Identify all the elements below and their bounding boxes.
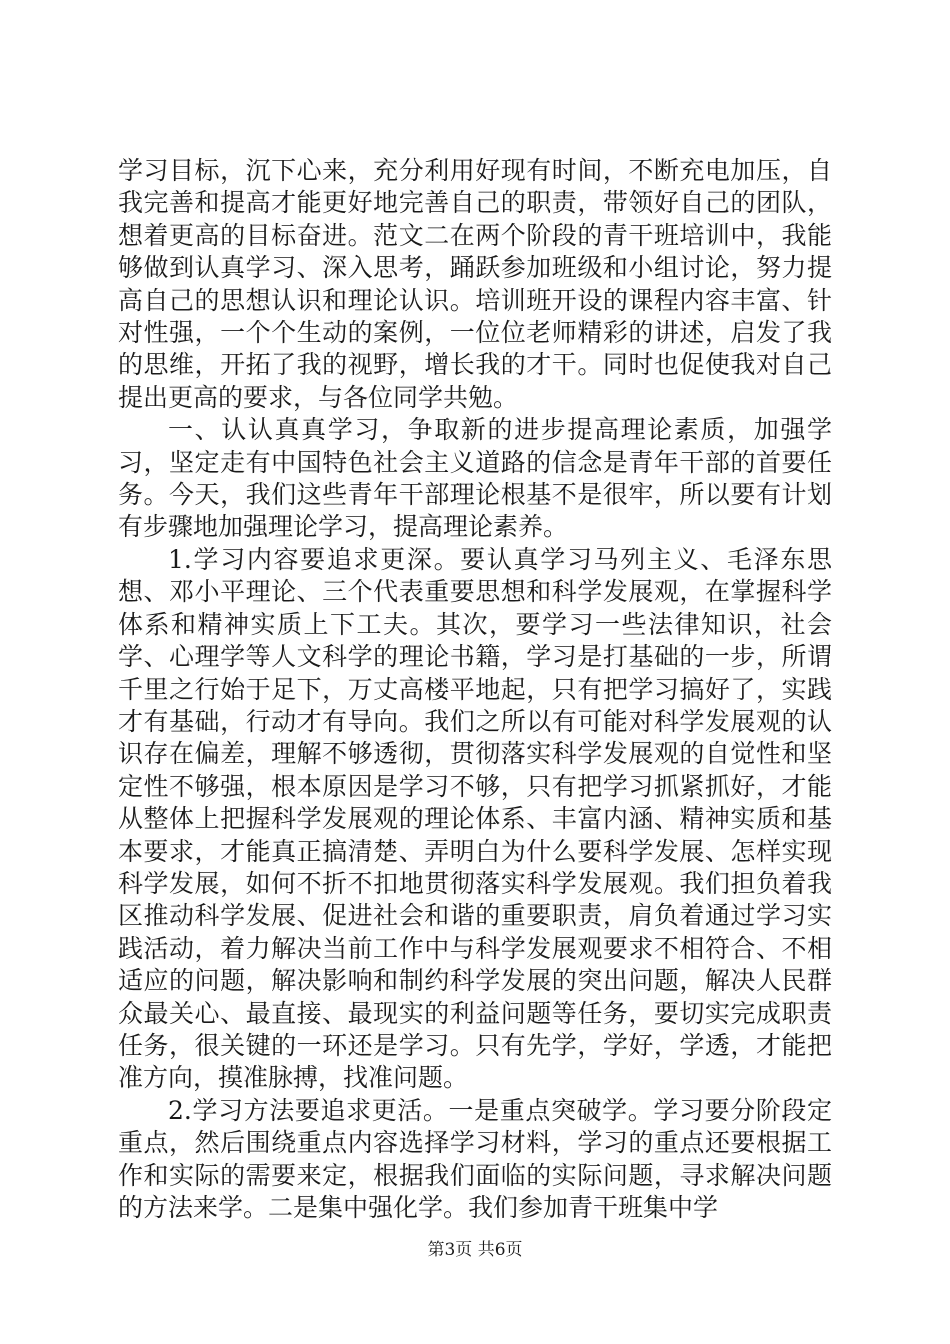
document-body — [118, 155, 832, 1224]
paragraph-section-one: 一、认认真真学习，争取新的进步提高理论素质，加强学习，坚定走有中国特色社会主义道路的信念是青年干部的首要任务。今天，我们这些青年干部理论根基不是很牢，所以要有计划有步骤地加强理论学习，提高理论素养。 — [118, 415, 832, 542]
paragraph-item-one: 1.学习内容要追求更深。要认真学习马列主义、毛泽东思想、邓小平理论、三个代表重要思想和科学发展观，在掌握科学体系和精神实质上下工夫。其次，要学习一些法律知识，社会学、心理学等人文科学的理论书籍，学习是打基础的一步，所谓千里之行始于足下，万丈高楼平地起，只有把学习搞好了，实践才有基础，行动才有导向。我们之所以有可能对科学发展观的认识存在偏差，理解不够透彻，贯彻落实科学发展观的自觉性和坚定性不够强，根本原因是学习不够，只有把学习抓紧抓好，才能从整体上把握科学发展观的理论体系、丰富内涵、精神实质和基本要求，才能真正搞清楚、弄明白为什么要科学发展、怎样实现科学发展，如何不折不扣地贯彻落实科学发展观。我们担负着我区推动科学发展、促进社会和谐的重要职责，肩负着通过学习实践活动，着力解决当前工作中与科学发展观要求不相符合、不相适应的问题，解决影响和制约科学发展的突出问题，解决人民群众最关心、最直接、最现实的利益问题等任务，要切实完成职责任务，很关键的一环还是学习。只有先学，学好，学透，才能把准方向，摸准脉搏，找准问题。 — [118, 544, 832, 1093]
paragraph-intro: 学习目标，沉下心来，充分利用好现有时间，不断充电加压，自我完善和提高才能更好地完善自己的职责，带领好自己的团队，想着更高的目标奋进。范文二在两个阶段的青干班培训中，我能够做到认真学习、深入思考，踊跃参加班级和小组讨论，努力提高自己的思想认识和理论认识。培训班开设的课程内容丰富、针对性强，一个个生动的案例，一位位老师精彩的讲述，启发了我的思维，开拓了我的视野，增长我的才干。同时也促使我对自己提出更高的要求，与各位同学共勉。 — [118, 156, 832, 412]
page-number-footer: 第3页 共6页 — [427, 1240, 523, 1260]
paragraph-item-two: 2.学习方法要追求更活。一是重点突破学。学习要分阶段定重点，然后围绕重点内容选择学习材料，学习的重点还要根据工作和实际的需要来定，根据我们面临的实际问题，寻求解决问题的方法来学。二是集中强化学。我们参加青干班集中学 — [118, 1095, 832, 1222]
